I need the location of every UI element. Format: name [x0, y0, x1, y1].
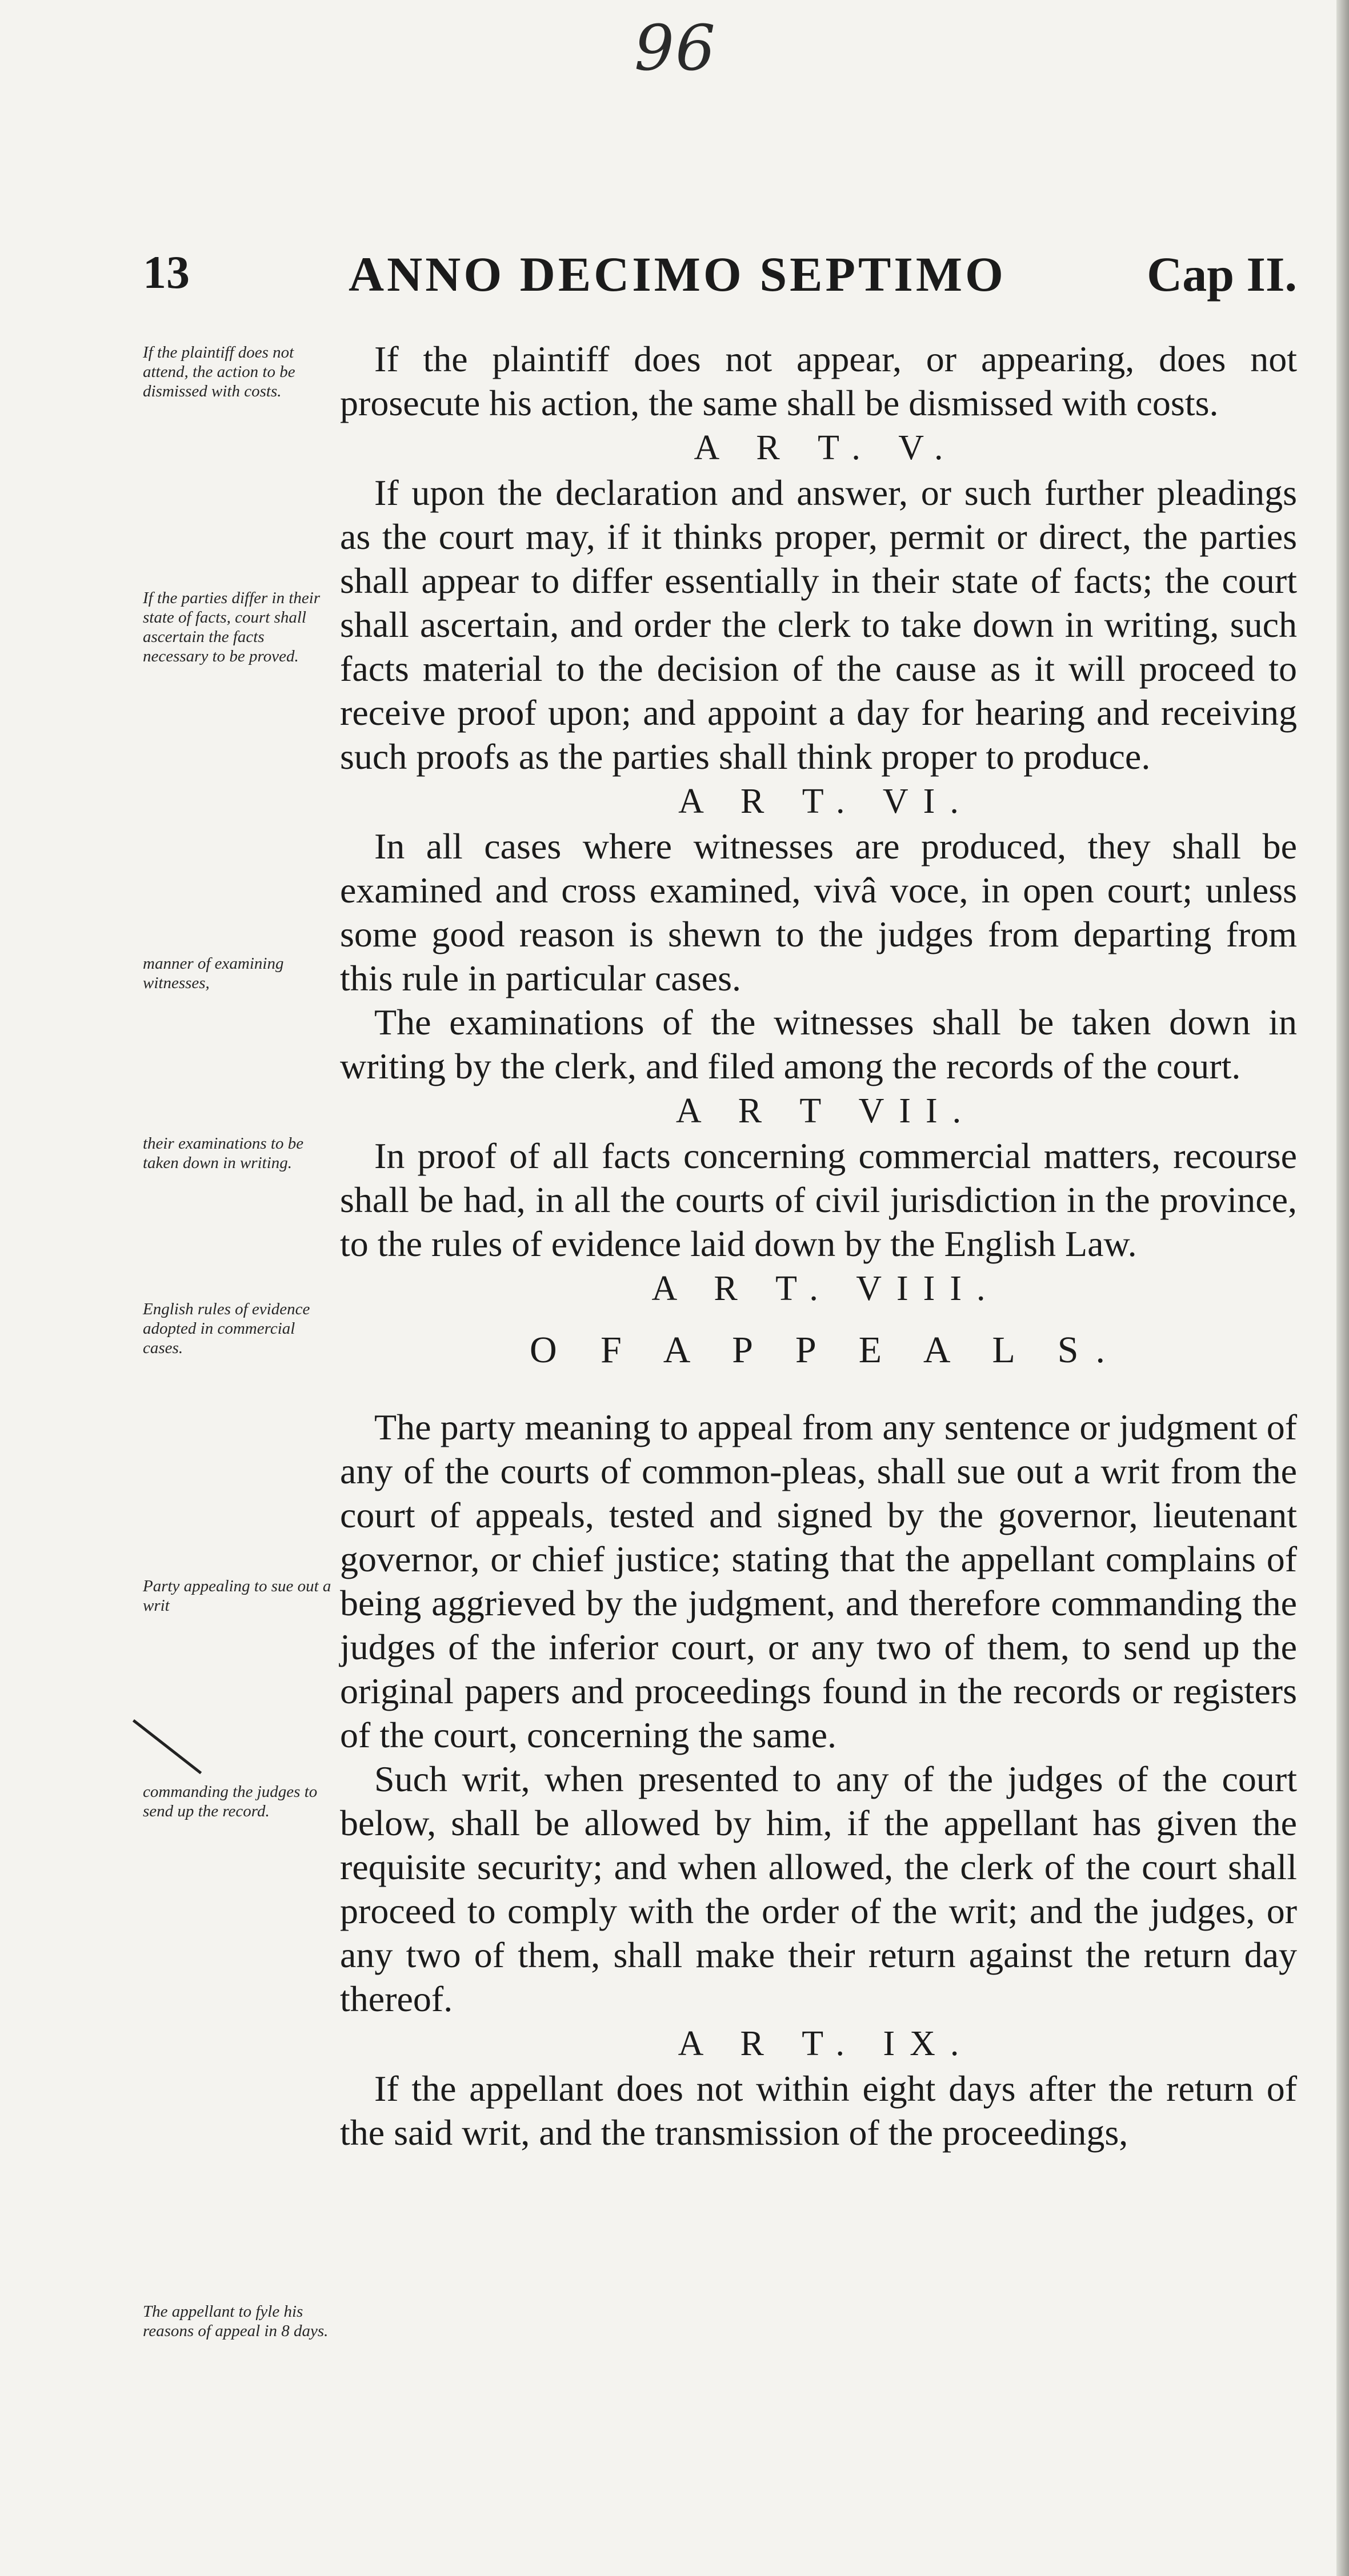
margin-note-examinations-writing: their examinations to be taken down in writing. — [143, 1134, 304, 1172]
margin-note-plaintiff: If the plaintiff does not attend, the action to be dismissed with costs. — [143, 343, 295, 400]
heading-art-9: A R T. IX. — [678, 2024, 974, 2063]
heading-of-appeals: O F A P P E A L S. — [529, 1329, 1123, 1371]
heading-art-8: A R T. VIII. — [651, 1269, 1000, 1308]
heading-art-6: A R T. VI. — [678, 782, 974, 821]
margin-note-party-appealing: Party appealing to sue out a writ — [143, 1577, 331, 1615]
margin-note-examining-witnesses: manner of examining witnesses, — [143, 954, 284, 992]
paragraph-art-7: In proof of all facts concerning commercial matters, recourse shall be had, in all the courts of civil jurisdiction in the province, to the rules of evidence laid down by the English Law. — [340, 1135, 1297, 1264]
text-column — [340, 337, 1297, 2154]
page-number: 13 — [143, 246, 190, 298]
margin-note-commanding-judges: commanding the judges to send up the record. — [143, 1783, 318, 1820]
heading-art-7: A R T VII. — [675, 1092, 976, 1130]
paragraph-art-6a: In all cases where witnesses are produced, they shall be examined and cross examined, vivâ voce, in open court; unless some good reason is shewn to the judges from departing from this rule in particular cases. — [340, 826, 1297, 998]
heading-art-5: A R T. V. — [694, 428, 958, 467]
running-title: ANNO DECIMO SEPTIMO — [349, 247, 1006, 302]
paragraph-art-5: If upon the declaration and answer, or such further pleadings as the court may, if it thinks proper, permit or direct, the parties shall appear to differ essentially in their state of facts; the court shall ascertain, and order the clerk to take down in writing, such facts material to the decision of the cause as it will proceed to receive proof upon; and appoint a day for hearing and receiving such proofs as the parties shall think proper to produce. — [340, 472, 1297, 777]
chapter-label: Cap II. — [1147, 247, 1297, 302]
margin-notes — [143, 0, 331, 2576]
page-edge-shadow — [1336, 0, 1349, 2576]
margin-note-parties-differ: If the parties differ in their state of facts, court shall ascertain the facts necessary to be proved. — [143, 589, 321, 665]
paragraph-plaintiff: If the plaintiff does not appear, or appearing, does not prosecute his action, the same shall be dismissed with costs. — [340, 339, 1297, 423]
margin-note-appellant-reasons: The appellant to fyle his reasons of appeal in 8 days. — [143, 2302, 329, 2340]
paragraph-art-8b: Such writ, when presented to any of the judges of the court below, shall be allowed by him, if the appellant has given the requisite security; and when allowed, the clerk of the court shall proceed to comply with the order of the writ; and the judges, or any two of them, shall make their return against the return day thereof. — [340, 1759, 1297, 2019]
paragraph-art-9: If the appellant does not within eight days after the return of the said writ, and the transmission of the proceedings, — [340, 2068, 1297, 2153]
margin-note-english-rules: English rules of evidence adopted in commercial cases. — [143, 1300, 310, 1357]
paragraph-art-8a: The party meaning to appeal from any sentence or judgment of any of the courts of common-pleas, shall sue out a writ from the court of appeals, tested and signed by the governor, lieutenant governor, or chief justice; stating that the appellant complains of being aggrieved by the judgment, and therefore commanding the judges of the inferior court, or any two of them, to send up the original papers and proceedings found in the records or registers of the court, concerning the same. — [340, 1407, 1297, 1755]
paragraph-art-6b: The examinations of the witnesses shall be taken down in writing by the clerk, and filed among the records of the court. — [340, 1002, 1297, 1086]
handwritten-page-number: 96 — [634, 11, 716, 85]
